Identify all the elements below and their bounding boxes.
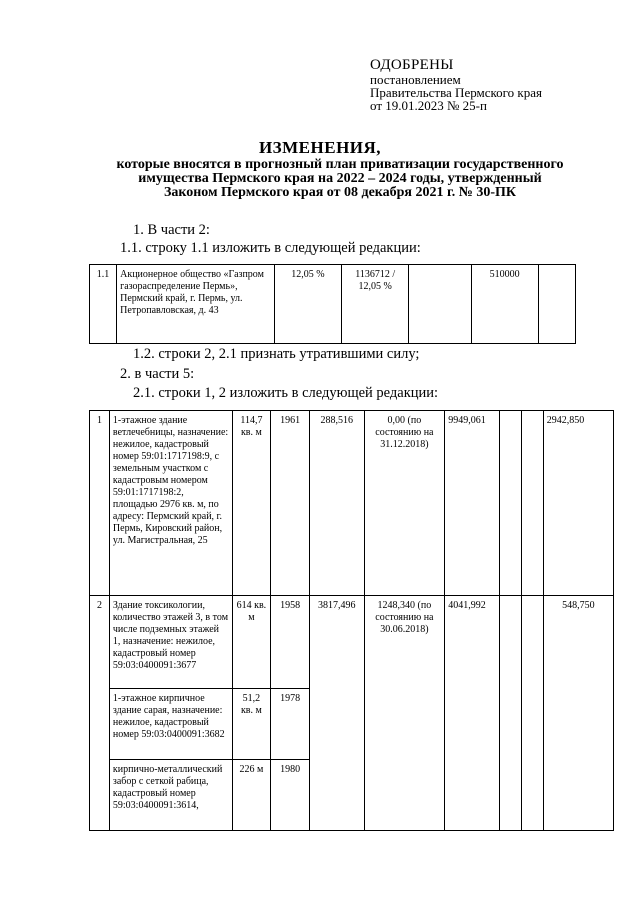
cell-area: 114,7 кв. м [232,411,271,596]
table-part5 [89,410,614,831]
cell-year: 1980 [271,760,310,831]
cell-name: кирпично-металлический забор с сеткой рабица, кадастровый номер 59:03:0400091:3614, [109,760,232,831]
cell-empty [538,265,575,344]
table-row [90,411,614,596]
cell-name: 1-этажное кирпичное здание сарая, назначение: нежилое, кадастровый номер 59:03:0400091:3682 [109,689,232,760]
paragraph: 2.1. строки 1, 2 изложить в следующей редакции: [133,385,439,401]
cell-num: 1 [90,411,110,596]
table-row [90,596,614,689]
paragraph: 2. в части 5: [120,366,195,382]
paragraph: 1.1. строку 1.1 изложить в следующей редакции: [120,240,421,256]
cell-price: 2942,850 [543,411,613,596]
cell-value: 510000 [471,265,538,344]
cell-empty [521,411,543,596]
document-subtitle [80,158,600,200]
cell-num: 2 [90,596,110,831]
cell-year: 1978 [271,689,310,760]
cell-residual: 1248,340 (по состоянию на 30.06.2018) [364,596,445,831]
cell-residual: 0,00 (по состоянию на 31.12.2018) [364,411,445,596]
subtitle-line: которые вносятся в прогнозный план приватизации государственного [116,157,564,172]
cell-area: 614 кв. м [232,596,271,689]
cell-year: 1958 [271,596,310,689]
cell-name: Здание токсикологии, количество этажей 3, в том числе подземных этажей 1, назначение: нежилое, кадастровый номер 59:03:0400091:3677 [109,596,232,689]
cell-empty [521,596,543,831]
subtitle-line: Законом Пермского края от 08 декабря 2021 г. № 30-ПК [163,185,517,200]
table-row [90,265,576,344]
cell-name: Акционерное общество «Газпром газораспределение Пермь», Пермский край, г. Пермь, ул. Петропавловская, д. 43 [117,265,275,344]
approval-label: ОДОБРЕНЫ [370,57,454,73]
cell-cost: 3817,496 [310,596,364,831]
document-title: ИЗМЕНЕНИЯ, [258,138,382,157]
table-part2 [89,264,576,344]
cell-empty [409,265,471,344]
approval-line: от 19.01.2023 № 25-п [370,98,487,113]
cell-empty [499,411,521,596]
approval-line: Правительства Пермского края [370,85,542,100]
cell-cost: 288,516 [310,411,364,596]
cell-cadastral: 4041,992 [445,596,499,831]
cell-name: 1-этажное здание ветлечебницы, назначение: нежилое, кадастровый номер 59:01:1717198:9, с земельным участком с кадастровым номером 59:01:1717198:2, площадью 2976 кв. м, по адресу: Пермский край, г. Пермь, Кировский район, ул. Магистральная, 25 [109,411,232,596]
approval-line: постановлением [370,72,461,87]
cell-year: 1961 [271,411,310,596]
subtitle-line: имущества Пермского края на 2022 – 2024 годы, утвержденный [138,171,542,186]
cell-area: 51,2 кв. м [232,689,271,760]
cell-area: 226 м [232,760,271,831]
cell-num: 1.1 [90,265,117,344]
cell-shares: 1136712 / 12,05 % [342,265,409,344]
approval-block [370,58,630,112]
cell-share: 12,05 % [274,265,341,344]
cell-empty [499,596,521,831]
cell-cadastral: 9949,061 [445,411,499,596]
cell-price: 548,750 [543,596,613,831]
paragraph: 1.2. строки 2, 2.1 признать утратившими силу; [133,346,420,362]
paragraph: 1. В части 2: [133,222,210,238]
